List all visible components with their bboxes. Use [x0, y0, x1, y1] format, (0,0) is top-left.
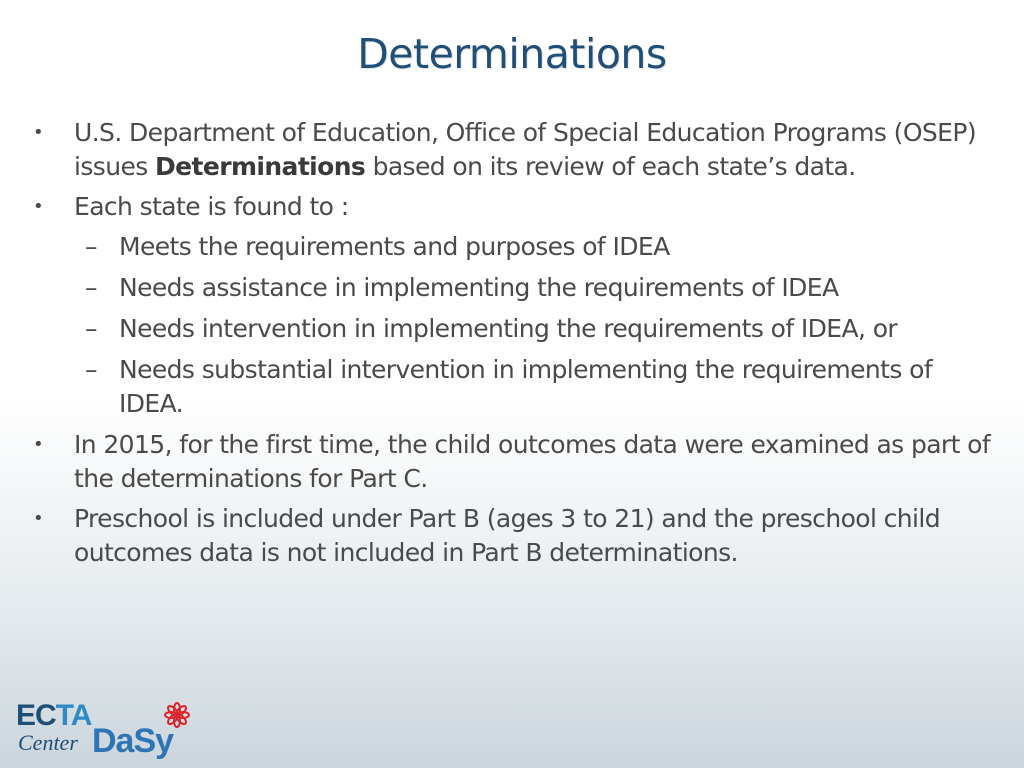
bullet-bold-term: Determinations [155, 152, 366, 181]
sub-bullet-item [0, 353, 1024, 421]
sub-bullet-text: Needs substantial intervention in implementing the requirements of IDEA. [119, 355, 933, 418]
dasy-logo-text: DaSy [92, 722, 174, 760]
sub-bullet-text: Needs assistance in implementing the requirements of IDEA [119, 273, 839, 302]
flower-icon [164, 702, 190, 728]
sub-bullet-item [0, 312, 1024, 346]
ecta-logo-ec: EC [16, 699, 56, 732]
sub-bullet-text: Needs intervention in implementing the requirements of IDEA, or [119, 314, 898, 343]
ecta-logo-ta: TA [55, 699, 92, 732]
bullet-marker: • [33, 508, 44, 529]
sub-bullet-text: Meets the requirements and purposes of IDEA [119, 232, 670, 261]
bullet-item [0, 116, 1024, 184]
ecta-dasy-logo [16, 700, 196, 764]
bullet-text: In 2015, for the first time, the child outcomes data were examined as part of the determinations for Part C. [74, 430, 991, 493]
bullet-text: U.S. Department of Education, Office of Special Education Programs (OSEP) issues [74, 118, 976, 181]
bullet-text: based on its review of each state’s data. [365, 152, 856, 181]
sub-bullet-marker: – [85, 273, 97, 302]
bullet-text: Preschool is included under Part B (ages 3 to 21) and the preschool child outcomes data is not included in Part B determinations. [74, 504, 941, 567]
bullet-marker: • [33, 434, 44, 455]
slide-title: Determinations [357, 30, 667, 78]
bullet-text: Each state is found to : [74, 192, 349, 221]
ecta-logo-text [16, 700, 91, 732]
sub-bullet-marker: – [85, 314, 97, 343]
bullet-item [0, 502, 1024, 570]
sub-bullet-marker: – [85, 232, 97, 261]
bullet-item [0, 190, 1024, 224]
bullet-marker: • [33, 122, 44, 143]
sub-bullet-item [0, 230, 1024, 264]
sub-bullet-item [0, 271, 1024, 305]
sub-bullet-marker: – [85, 355, 97, 384]
slide-body [0, 116, 1024, 576]
bullet-marker: • [33, 196, 44, 217]
bullet-item [0, 428, 1024, 496]
ecta-logo-center: Center [18, 730, 78, 755]
